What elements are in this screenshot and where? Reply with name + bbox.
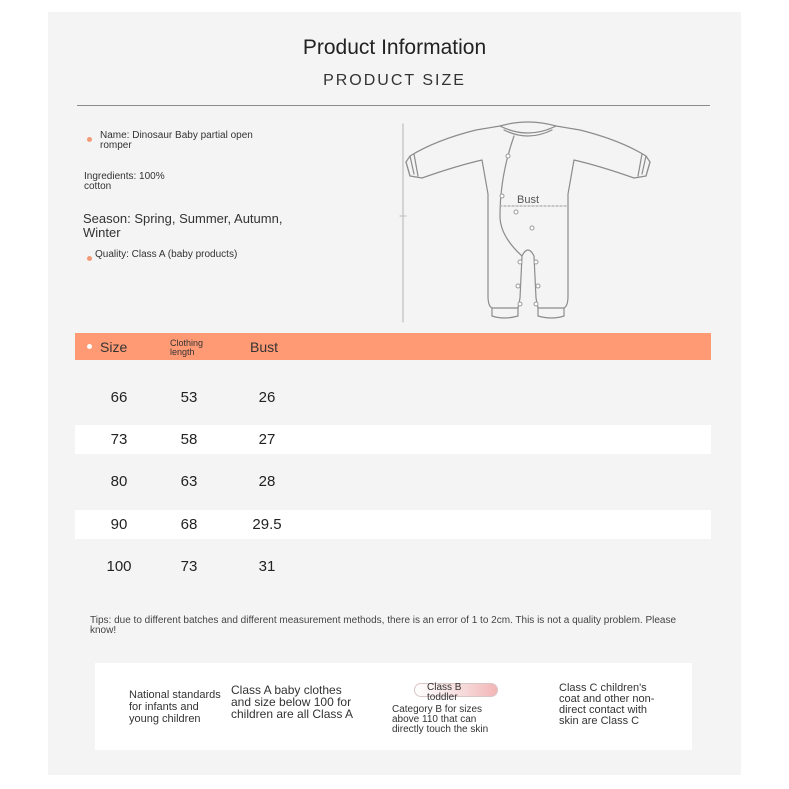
- product-quality: Quality: Class A (baby products): [95, 249, 238, 260]
- national-standards-text: National standards for infants and young children: [129, 689, 221, 725]
- table-row: [75, 425, 711, 454]
- romper-diagram: [396, 116, 662, 328]
- class-a-text: Class A baby clothes and size below 100 for children are all Class A: [231, 683, 354, 721]
- table-row: [75, 467, 711, 496]
- cell-bust: 29.5: [252, 516, 282, 533]
- page-title: Product Information: [302, 36, 487, 59]
- tips-text: Tips: due to different batches and different measurement methods, there is an error of 1 to 2cm. This is not a quality problem. Please know!: [90, 615, 677, 636]
- header-size: Size: [100, 339, 128, 355]
- header-dot-icon: [87, 344, 92, 349]
- cell-length: 53: [180, 389, 198, 406]
- size-table-header: [75, 333, 711, 360]
- class-c-text: Class C children's coat and other non-direct contact with skin are Class C: [559, 682, 655, 727]
- table-row: [75, 552, 711, 581]
- cell-size: 66: [110, 389, 128, 406]
- class-b-badge-label: Class B toddler: [427, 682, 462, 703]
- bust-label: Bust: [517, 194, 540, 206]
- cell-size: 90: [110, 516, 128, 533]
- header-bust: Bust: [250, 339, 279, 355]
- cell-size: 80: [110, 473, 128, 490]
- cell-bust: 27: [258, 431, 276, 448]
- table-row: [75, 383, 711, 412]
- divider: [77, 105, 710, 106]
- cell-length: 63: [180, 473, 198, 490]
- cell-bust: 26: [258, 389, 276, 406]
- product-ingredients: Ingredients: 100% cotton: [84, 171, 165, 192]
- cell-size: 100: [106, 558, 132, 575]
- bullet-dot-icon: [87, 256, 92, 261]
- cell-size: 73: [110, 431, 128, 448]
- page-subtitle: PRODUCT SIZE: [323, 72, 466, 89]
- product-season: Season: Spring, Summer, Autumn, Winter: [83, 211, 283, 240]
- cell-length: 73: [180, 558, 198, 575]
- product-name: Name: Dinosaur Baby partial open romper: [100, 130, 253, 151]
- cell-length: 58: [180, 431, 198, 448]
- class-b-text: Category B for sizes above 110 that can directly touch the skin: [392, 704, 489, 735]
- header-clothing-length: Clothing length: [170, 338, 204, 357]
- bullet-dot-icon: [87, 137, 92, 142]
- table-row: [75, 510, 711, 539]
- cell-bust: 28: [258, 473, 276, 490]
- cell-bust: 31: [258, 558, 276, 575]
- cell-length: 68: [180, 516, 198, 533]
